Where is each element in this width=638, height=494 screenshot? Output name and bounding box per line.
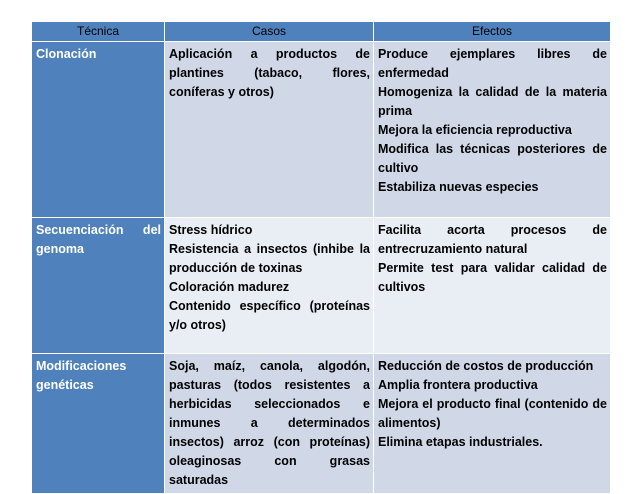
efecto-item: Estabiliza nuevas especies (378, 180, 539, 194)
efecto-item: Amplia frontera productiva (378, 378, 538, 392)
casos-cell (165, 218, 374, 354)
tecnica-cell (32, 42, 165, 218)
caso-item: Resistencia a insectos (inhibe la producción de toxinas (169, 242, 370, 275)
efecto-item: Mejora el producto final (contenido de alimentos) (378, 397, 607, 430)
efecto-item: Reducción de costos de producción (378, 359, 594, 373)
casos-cell (165, 42, 374, 218)
techniques-table (31, 21, 611, 494)
tecnica-label: Modificaciones genéticas (36, 359, 127, 392)
table-row (32, 354, 611, 494)
header-tecnica: Técnica (32, 22, 165, 42)
caso-item: Soja, maíz, canola, algodón, pasturas (todos resistentes a herbicidas seleccionados e inmunes a determinados insectos) arroz (con proteínas) oleaginosas con grasas saturadas (169, 359, 370, 487)
table-row (32, 218, 611, 354)
efecto-item: Elimina etapas industriales. (378, 435, 543, 449)
header-row (32, 22, 611, 42)
header-casos: Casos (165, 22, 374, 42)
efecto-item: Facilita acorta procesos de entrecruzamiento natural (378, 223, 607, 256)
efecto-item: Homogeniza la calidad de la materia prima (378, 85, 607, 118)
table-row (32, 42, 611, 218)
tecnica-label: Clonación (36, 47, 97, 61)
efecto-item: Modifica las técnicas posteriores de cultivo (378, 142, 607, 175)
efecto-item: Mejora la eficiencia reproductiva (378, 123, 572, 137)
casos-cell (165, 354, 374, 494)
efecto-item: Permite test para validar calidad de cultivos (378, 261, 607, 294)
header-efectos: Efectos (374, 22, 611, 42)
caso-item: Aplicación a productos de plantines (tabaco, flores, coníferas y otros) (169, 47, 370, 99)
tecnica-label: Secuenciación del genoma (36, 223, 161, 256)
caso-item: Contenido específico (proteínas y/o otros) (169, 299, 370, 332)
tecnica-cell (32, 354, 165, 494)
efecto-item: Produce ejemplares libres de enfermedad (378, 47, 607, 80)
caso-item: Stress hídrico (169, 223, 253, 237)
efectos-cell (374, 354, 611, 494)
tecnica-cell (32, 218, 165, 354)
efectos-cell (374, 42, 611, 218)
efectos-cell (374, 218, 611, 354)
caso-item: Coloración madurez (169, 280, 290, 294)
